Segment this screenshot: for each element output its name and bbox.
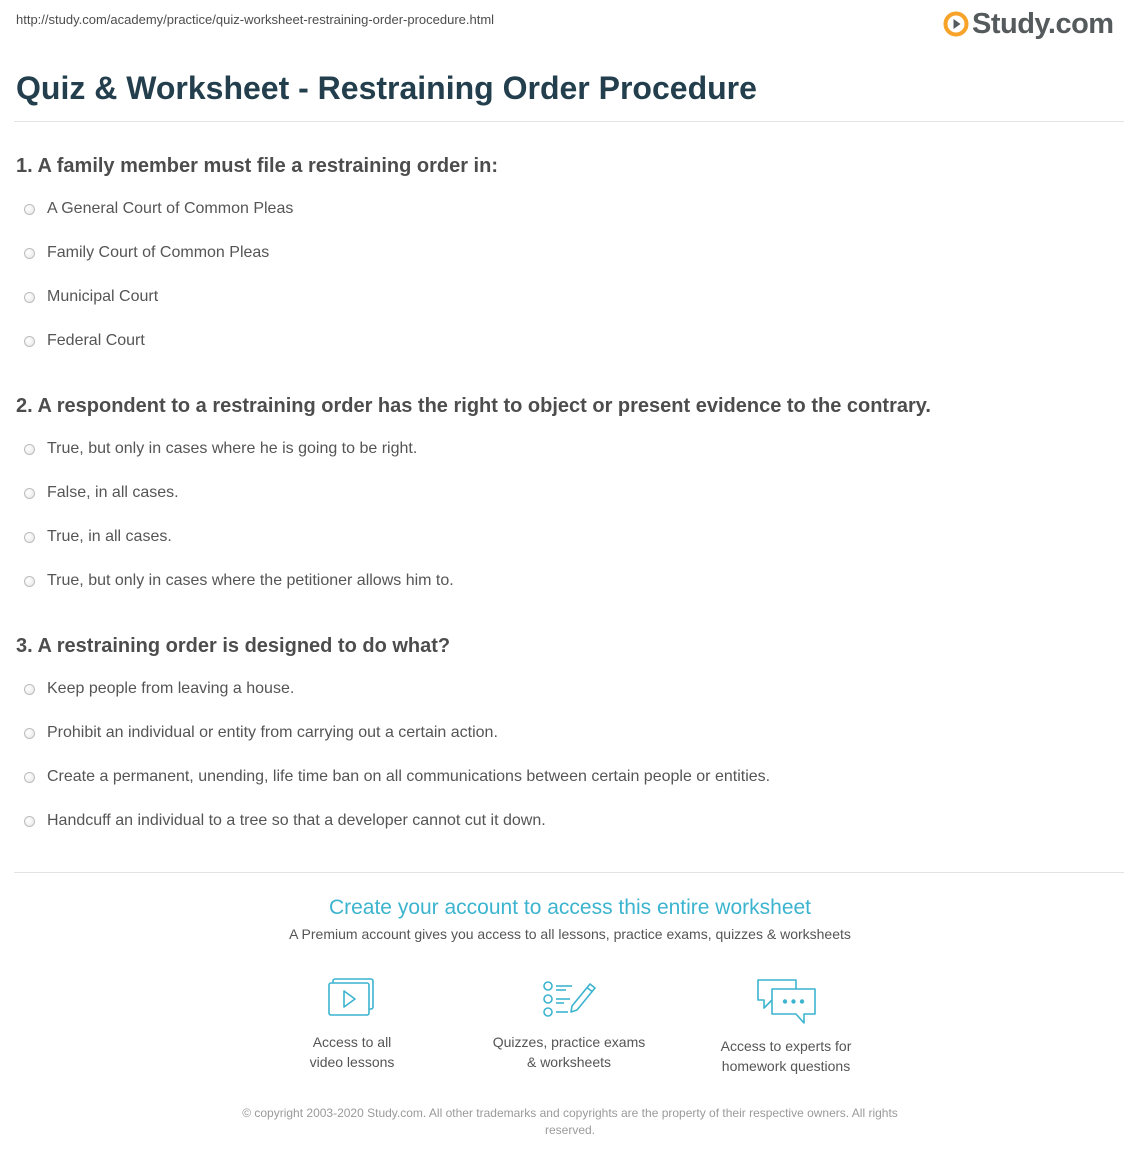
option-label: A General Court of Common Pleas [47,200,294,217]
play-circle-icon [943,11,969,37]
radio-button[interactable] [24,292,35,303]
option-label: True, in all cases. [47,528,172,545]
option-label: Municipal Court [47,288,159,305]
question-1-option-2[interactable] [24,244,269,262]
option-label: True, but only in cases where the petitioner allows him to. [47,572,454,589]
radio-button[interactable] [24,204,35,215]
question-3: 3. A restraining order is designed to do what? [16,635,451,657]
radio-button[interactable] [24,248,35,259]
question-3-option-3[interactable] [24,768,770,786]
question-2-option-3[interactable] [24,528,172,546]
radio-button[interactable] [24,444,35,455]
feature-text-line: video lessons [309,1054,395,1070]
quiz-checklist-icon [540,976,598,1024]
question-2-option-2[interactable] [24,484,179,502]
option-label: False, in all cases. [47,484,179,501]
question-1-option-1[interactable] [24,200,293,218]
section-divider [14,872,1124,873]
question-3-option-2[interactable] [24,724,498,742]
copyright-notice [0,1105,1140,1139]
cta-title-link[interactable]: Create your account to access this entire worksheet [328,896,812,919]
feature-video-lessons [252,976,452,1072]
option-label: Prohibit an individual or entity from carrying out a certain action. [47,724,498,741]
question-3-option-1[interactable] [24,680,294,698]
feature-quizzes [469,976,669,1072]
page-title: Quiz & Worksheet - Restraining Order Procedure [16,70,757,106]
radio-button[interactable] [24,488,35,499]
copyright-line: © copyright 2003-2020 Study.com. All other trademarks and copyrights are the property of their respective owners. All rights [242,1106,898,1120]
question-3-option-4[interactable] [24,812,546,830]
radio-button[interactable] [24,336,35,347]
radio-button[interactable] [24,532,35,543]
feature-text-line: & worksheets [526,1054,612,1070]
feature-text-line: Quizzes, practice exams [492,1034,646,1050]
radio-button[interactable] [24,816,35,827]
radio-button[interactable] [24,576,35,587]
feature-experts [686,976,886,1076]
option-label: Create a permanent, unending, life time ban on all communications between certain people or entities. [47,768,771,785]
chat-bubbles-icon [754,976,818,1028]
title-divider [14,121,1124,122]
radio-button[interactable] [24,772,35,783]
option-label: Keep people from leaving a house. [47,680,295,697]
logo-text: Study.com [972,7,1114,40]
question-1-option-4[interactable] [24,332,145,350]
option-label: True, but only in cases where he is going to be right. [47,440,418,457]
study-logo[interactable] [943,6,1114,42]
question-1-option-3[interactable] [24,288,158,306]
page-url: http://study.com/academy/practice/quiz-worksheet-restraining-order-procedure.html [16,12,495,27]
option-label: Family Court of Common Pleas [47,244,270,261]
feature-text-line: Access to experts for [720,1038,852,1054]
question-1: 1. A family member must file a restraining order in: [16,155,498,177]
feature-text-line: homework questions [721,1058,851,1074]
copyright-line: reserved. [544,1123,596,1137]
cta-subtitle: A Premium account gives you access to all lessons, practice exams, quizzes & worksheets [289,926,851,942]
radio-button[interactable] [24,684,35,695]
question-2-option-4[interactable] [24,572,454,590]
question-2: 2. A respondent to a restraining order has the right to object or present evidence to the contrary. [16,395,931,417]
radio-button[interactable] [24,728,35,739]
option-label: Handcuff an individual to a tree so that a developer cannot cut it down. [47,812,546,829]
feature-text-line: Access to all [312,1034,392,1050]
option-label: Federal Court [47,332,145,349]
video-lessons-icon [325,976,379,1024]
question-2-option-1[interactable] [24,440,417,458]
